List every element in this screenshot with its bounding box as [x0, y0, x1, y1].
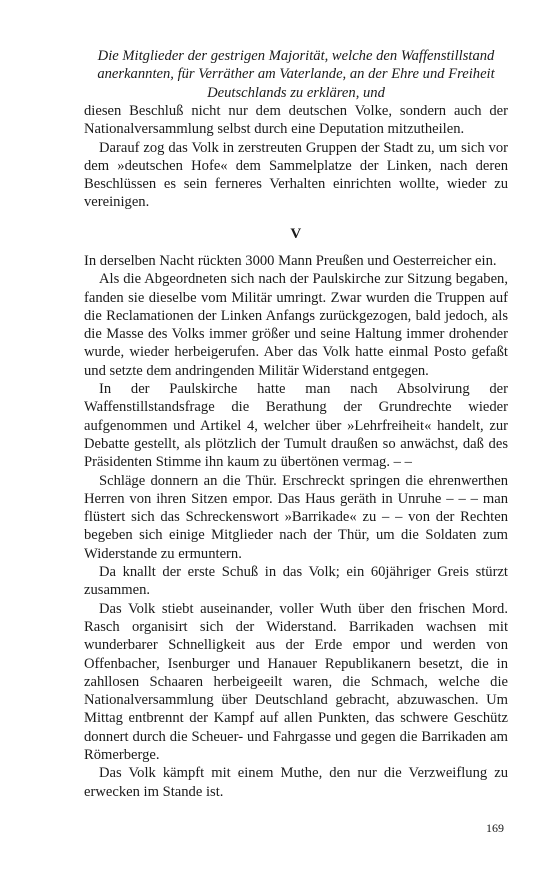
italic-quote: [84, 47, 508, 102]
paragraph: Darauf zog das Volk in zerstreuten Gruppen der Stadt zu, um sich vor dem »deutschen Hofe« dem Sammelplatze der Linken, nach deren Beschlüssen es sein ferneres Verhalten einrichten wollte, wieder zu vereinigen.: [84, 139, 508, 211]
paragraph: In der Paulskirche hatte man nach Absolvirung der Waffenstillstandsfrage die Berathung der Grundrechte wieder aufgenommen und Artikel 4, welcher über »Lehrfreiheit« handelt, zur Debatte gestellt, als plötzlich der Tumult draußen so anwächst, daß des Präsidenten Stimme ihn kaum zu übertönen vermag. – –: [84, 381, 508, 471]
quote-line: anerkannten, für Verräther am Vaterlande, an der Ehre und Freiheit: [97, 66, 495, 83]
paragraph: In derselben Nacht rückten 3000 Mann Preußen und Oesterreicher ein.: [84, 253, 497, 269]
paragraph: Das Volk kämpft mit einem Muthe, den nur die Verzweiflung zu erwecken im Stande ist.: [84, 765, 508, 800]
quote-line: Deutschlands zu erklären, und: [207, 84, 385, 101]
paragraph: Das Volk stiebt auseinander, voller Wuth über den frischen Mord. Rasch organisirt sich der Widerstand. Barrikaden wachsen mit wunderbarer Schnelligkeit aus der Erde empor und werden von Offenbacher, Isenburger und Hanauer Republikanern besetzt, die in zahllosen Schaaren herbeigeeilt waren, die Schmach, welche die Nationalversammlung über Deutschland gebracht, abzuwaschen. Um Mittag entbrennt der Kampf auf allen Punkten, das schwere Geschütz donnert durch die Scheuer- und Fahrgasse und gegen die Barrikaden am Römerberge.: [84, 600, 508, 764]
page-number: 169: [486, 821, 504, 835]
section-heading: V: [290, 226, 302, 242]
paragraph: Als die Abgeordneten sich nach der Paulskirche zur Sitzung begaben, fanden sie dieselbe vom Militär umringt. Zwar wurden die Truppen auf die Reclamationen der Linken Anfangs zurückgezogen, bald jedoch, als die Masse des Volks immer größer und seine Haltung immer drohender wurde, wieder herbeigerufen. Aber das Volk hatte einmal Posto gefaßt und setzte dem andringenden Militär Widerstand entgegen.: [84, 271, 508, 379]
main-text-block: [84, 252, 508, 801]
top-text-block: [84, 102, 508, 212]
paragraph: Schläge donnern an die Thür. Erschreckt springen die ehrenwerthen Herren von ihren Sitzen empor. Das Haus geräth in Unruhe – – – man flüstert sich das Schreckenswort »Barrikade« zu – – von der Rechten begeben sich einige Mitglieder nach der Thür, um die Soldaten zum Widerstande zu ermuntern.: [84, 472, 508, 562]
paragraph: diesen Beschluß nicht nur dem deutschen Volke, sondern auch der Nationalversammlung selbst durch eine Deputation mitzutheilen.: [84, 103, 508, 138]
paragraph: Da knallt der erste Schuß in das Volk; ein 60jähriger Greis stürzt zusammen.: [84, 564, 508, 599]
quote-line: Die Mitglieder der gestrigen Majorität, welche den Waffenstillstand: [97, 48, 495, 64]
